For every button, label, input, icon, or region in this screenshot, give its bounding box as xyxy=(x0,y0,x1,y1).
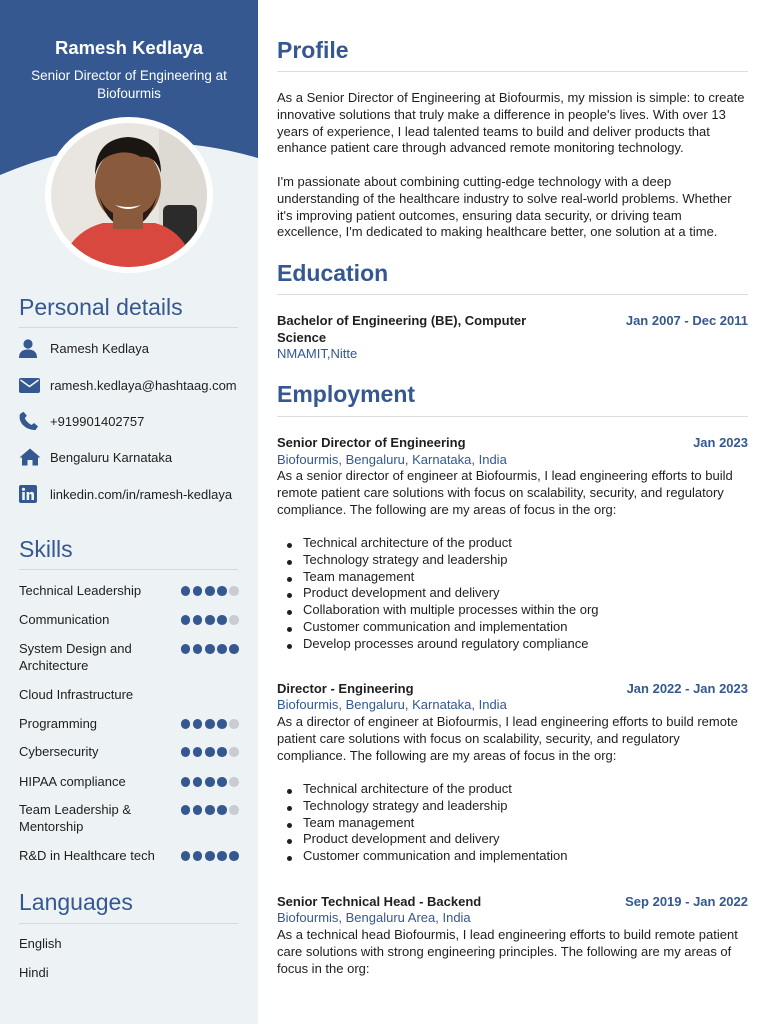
job-description: As a senior director of engineer at Biofourmis, I lead engineering efforts to build remote patient care solutions with focus on scalability, security, and regulatory compliance. The following are my areas of focus in the org: xyxy=(277,468,733,517)
job-location: Biofourmis, Bengaluru, Karnataka, India xyxy=(277,697,507,712)
skill-item xyxy=(19,743,241,760)
profile-paragraph: As a Senior Director of Engineering at Biofourmis, my mission is simple: to create innovative solutions that truly make a difference in people's lives. With over 13 years of experience, I lead talented teams to build and deliver products that enhance patient care through advanced remote monitoring technology. xyxy=(277,90,745,156)
skill-dot-filled xyxy=(217,805,227,815)
job-bullet: Technology strategy and leadership xyxy=(277,798,748,815)
divider xyxy=(19,569,238,570)
job-description: As a director of engineer at Biofourmis, I lead engineering efforts to build remote patient care solutions with focus on scalability, security, and regulatory compliance. The following are my areas of focus in the org: xyxy=(277,714,738,763)
skill-name: Communication xyxy=(19,612,110,627)
job-title: Senior Director of Engineering xyxy=(277,435,466,450)
skill-item xyxy=(19,640,241,674)
skill-dot-filled xyxy=(217,851,227,861)
skill-item xyxy=(19,686,241,703)
profile-paragraph: I'm passionate about combining cutting-edge technology with a deep understanding of the healthcare industry to solve real-world problems. Whether it's improving patient outcomes, ensuring data security, or driving team excellence, I'm dedicated to making healthcare better, one solution at a time. xyxy=(277,174,732,240)
skill-dot-empty xyxy=(229,805,239,815)
personal-item-address xyxy=(19,447,249,467)
skill-dot-filled xyxy=(205,747,215,757)
skill-dot-filled xyxy=(205,719,215,729)
personal-item-email[interactable] xyxy=(19,375,249,395)
job-bullet: Customer communication and implementation xyxy=(277,848,748,865)
job-date: Sep 2019 - Jan 2022 xyxy=(625,894,748,909)
skill-dot-filled xyxy=(181,777,191,787)
job-bullet: Team management xyxy=(277,569,748,586)
skill-dot-filled xyxy=(193,644,203,654)
skill-item xyxy=(19,847,241,864)
envelope-icon xyxy=(19,375,41,395)
divider xyxy=(277,294,748,295)
language-item: English xyxy=(19,936,62,951)
phone-icon xyxy=(19,411,41,431)
skill-dot-filled xyxy=(181,586,191,596)
skill-rating xyxy=(181,851,239,861)
skill-rating xyxy=(181,615,239,625)
personal-address-text: Bengaluru Karnataka xyxy=(50,449,173,465)
job-date: Jan 2023 xyxy=(693,435,748,450)
personal-linkedin-text[interactable]: linkedin.com/in/ramesh-kedlaya xyxy=(50,486,233,502)
user-icon xyxy=(19,338,41,358)
skill-item xyxy=(19,582,241,599)
skill-name: Team Leadership & Mentorship xyxy=(19,802,132,834)
education-heading: Education xyxy=(277,260,389,286)
personal-item-phone[interactable] xyxy=(19,411,249,431)
job-location: Biofourmis, Bengaluru, Karnataka, India xyxy=(277,452,507,467)
skill-rating xyxy=(181,644,239,654)
language-item: Hindi xyxy=(19,965,49,980)
skill-dot-filled xyxy=(181,851,191,861)
personal-name-text: Ramesh Kedlaya xyxy=(50,340,149,356)
skill-dot-filled xyxy=(181,719,191,729)
employment-heading: Employment xyxy=(277,381,416,407)
skill-item xyxy=(19,715,241,732)
skill-dot-empty xyxy=(229,777,239,787)
skill-dot-filled xyxy=(217,615,227,625)
skill-name: R&D in Healthcare tech xyxy=(19,848,155,863)
job-description: As a technical head Biofourmis, I lead engineering efforts to build remote patient care solutions with strong engineering principles. The following are my areas of focus in the org: xyxy=(277,927,738,976)
skill-dot-filled xyxy=(193,586,203,596)
skill-item xyxy=(19,773,241,790)
skill-dot-filled xyxy=(193,747,203,757)
skill-dot-filled xyxy=(217,777,227,787)
job-bullet: Collaboration with multiple processes within the org xyxy=(277,602,748,619)
skill-name: Cybersecurity xyxy=(19,744,99,759)
skill-dot-filled xyxy=(217,747,227,757)
job-location: Biofourmis, Bengaluru Area, India xyxy=(277,910,471,925)
skill-name: Programming xyxy=(19,716,98,731)
skill-dot-filled xyxy=(217,719,227,729)
skill-item xyxy=(19,801,241,835)
linkedin-icon xyxy=(19,484,41,504)
skill-dot-empty xyxy=(229,719,239,729)
skill-dot-filled xyxy=(205,615,215,625)
skill-dot-filled xyxy=(217,644,227,654)
skill-dot-filled xyxy=(193,719,203,729)
personal-item-linkedin[interactable] xyxy=(19,484,249,504)
skill-dot-filled xyxy=(205,777,215,787)
candidate-name: Ramesh Kedlaya xyxy=(54,37,204,58)
skill-dot-filled xyxy=(193,777,203,787)
job-bullet: Product development and delivery xyxy=(277,585,748,602)
skill-name: HIPAA compliance xyxy=(19,774,126,789)
skill-name: System Design and Architecture xyxy=(19,641,132,673)
skill-dot-filled xyxy=(205,644,215,654)
job-bullet: Technical architecture of the product xyxy=(277,781,748,798)
skill-rating xyxy=(181,777,239,787)
skill-name: Cloud Infrastructure xyxy=(19,687,134,702)
job-bullet: Team management xyxy=(277,815,748,832)
skill-dot-empty xyxy=(229,586,239,596)
skill-dot-filled xyxy=(193,615,203,625)
skill-dot-empty xyxy=(229,615,239,625)
job-title: Director - Engineering xyxy=(277,681,414,696)
education-institution: NMAMIT,Nitte xyxy=(277,346,358,361)
skill-dot-filled xyxy=(181,615,191,625)
job-date: Jan 2022 - Jan 2023 xyxy=(626,681,748,696)
divider xyxy=(19,923,238,924)
job-bullets xyxy=(277,535,748,653)
skill-dot-filled xyxy=(181,805,191,815)
skill-rating xyxy=(181,586,239,596)
skill-rating xyxy=(181,805,239,815)
job-bullets xyxy=(277,781,748,865)
skill-dot-filled xyxy=(193,805,203,815)
skill-dot-filled xyxy=(229,851,239,861)
personal-phone-text[interactable]: +919901402757 xyxy=(50,413,145,429)
skill-dot-filled xyxy=(217,586,227,596)
job-bullet: Product development and delivery xyxy=(277,831,748,848)
skill-rating xyxy=(181,747,239,757)
skill-name: Technical Leadership xyxy=(19,583,142,598)
skill-dot-empty xyxy=(229,747,239,757)
candidate-job-title: Senior Director of Engineering at Biofourmis xyxy=(31,68,227,101)
sidebar xyxy=(0,0,258,1024)
profile-photo xyxy=(51,123,207,267)
languages-heading: Languages xyxy=(19,889,133,915)
skill-dot-filled xyxy=(205,586,215,596)
personal-item-name xyxy=(19,338,249,358)
job-bullet: Technical architecture of the product xyxy=(277,535,748,552)
divider xyxy=(277,71,748,72)
skill-dot-filled xyxy=(205,851,215,861)
skill-dot-filled xyxy=(181,644,191,654)
home-icon xyxy=(19,447,41,467)
job-title: Senior Technical Head - Backend xyxy=(277,894,482,909)
skill-item xyxy=(19,611,241,628)
skills-heading: Skills xyxy=(19,536,73,562)
skill-dot-filled xyxy=(193,851,203,861)
job-bullet: Technology strategy and leadership xyxy=(277,552,748,569)
profile-heading: Profile xyxy=(277,37,349,63)
education-degree: Bachelor of Engineering (BE), Computer Science xyxy=(277,313,527,345)
divider xyxy=(277,416,748,417)
skill-dot-filled xyxy=(205,805,215,815)
job-bullet: Develop processes around regulatory compliance xyxy=(277,636,748,653)
skill-dot-filled xyxy=(229,644,239,654)
job-bullet: Customer communication and implementation xyxy=(277,619,748,636)
skill-dot-filled xyxy=(181,747,191,757)
skill-rating xyxy=(181,719,239,729)
personal-email-text[interactable]: ramesh.kedlaya@hashtaag.com xyxy=(50,377,237,393)
personal-details-heading: Personal details xyxy=(19,294,183,320)
divider xyxy=(19,327,238,328)
education-date: Jan 2007 - Dec 2011 xyxy=(625,313,748,328)
